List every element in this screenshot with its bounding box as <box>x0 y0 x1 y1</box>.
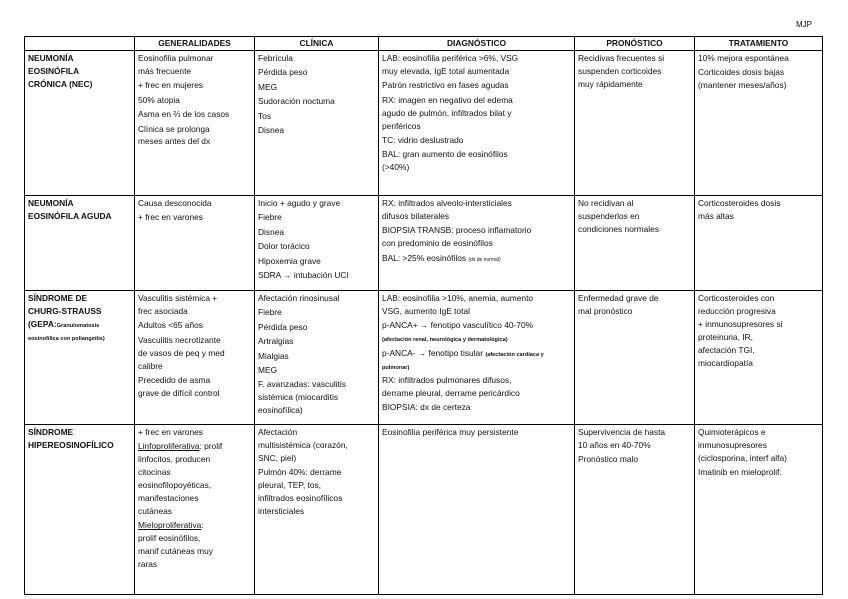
list-item: Disnea <box>258 125 285 136</box>
list-item: Eosinofilia periférica muy persistente <box>382 427 519 437</box>
clinica-cell <box>255 196 379 291</box>
list-item: + frec en varones <box>138 212 203 223</box>
table-row <box>25 291 823 425</box>
entity-cell <box>25 196 135 291</box>
header-pronostico: PRONÓSTICO <box>575 37 695 51</box>
list-item: Artralgias <box>258 336 294 347</box>
panca-negative-text: p-ANCA- → fenotipo tisular <box>382 347 484 358</box>
pronostico-cell <box>575 51 695 196</box>
table-row <box>25 196 823 291</box>
header-row <box>25 37 823 51</box>
clinica-cell <box>255 51 379 196</box>
diagnostico-cell <box>379 51 575 196</box>
list-item: Precedido de asma grave de difícil control <box>138 374 220 398</box>
generalidades-cell <box>135 425 255 595</box>
panca-positive-text: p-ANCA+ → fenotipo vasculítico 40-70% <box>382 320 534 331</box>
entity-name: NEUMONÍA EOSINÓFILA AGUDA <box>28 198 112 221</box>
list-item: Disnea <box>258 226 285 237</box>
entity-cell <box>25 51 135 196</box>
generalidades-cell <box>135 196 255 291</box>
list-item: Imatinib en mieloprolif. <box>698 467 782 478</box>
list-item: RX: infiltrados alveolo-intersticiales difusos bilaterales <box>382 198 512 221</box>
list-item: BIOPSIA TRANSB: proceso inflamatorio con predominio de eosinófilos <box>382 225 532 249</box>
list-item: Pérdida peso <box>258 67 308 78</box>
pronostico-cell <box>575 196 695 291</box>
list-item <box>138 440 251 517</box>
list-item: Afectación multisistémica (corazón, SNC, piel) <box>258 427 348 463</box>
list-item: MEG <box>258 81 278 92</box>
list-item: LAB: eosinofilia >10%, anemia, aumento VSG, aumento IgE total <box>382 293 534 316</box>
panca-negative-note: (afectación cardíaca y pulmonar) <box>382 351 544 371</box>
list-item: TC: vidrio deslustrado <box>382 134 464 145</box>
list-item: LAB: eosinofilia periférica >6%, VSG muy elevada, IgE total aumentada <box>382 53 519 76</box>
list-item: + frec en varones <box>138 427 203 437</box>
pronostico-cell <box>575 425 695 595</box>
diagnostico-cell <box>379 425 575 595</box>
panca-positive-note: (afectación renal, neurológica y dermatológica) <box>382 337 508 344</box>
list-item: F. avanzadas: vasculitis sistémica (miocarditis eosinofílica) <box>258 379 346 416</box>
eosinophilic-pneumonia-table <box>24 36 823 595</box>
header-generalidades: GENERALIDADES <box>135 37 255 51</box>
list-item: Vasculitis sistémica + frec asociada <box>138 293 218 316</box>
tratamiento-cell <box>695 425 823 595</box>
linfo-text: : prolif linfocitos, producen citocinas eosinofilopoyéticas, manifestaciones cutáneas <box>138 441 223 516</box>
tratamiento-cell <box>695 196 823 291</box>
header-tratamiento: TRATAMIENTO <box>695 37 823 51</box>
list-item: MEG <box>258 365 278 376</box>
list-item: Eosinofilia pulmonar más frecuente <box>138 53 214 76</box>
diagnostico-cell <box>379 291 575 425</box>
list-item: + frec en mujeres <box>138 80 203 91</box>
list-item: Corticosteroides con reducción progresiva + inmunosupresores si proteinuria, IR, afectación TGI, miocardiopatía <box>698 293 783 368</box>
list-item: Inicio + agudo y grave <box>258 198 341 208</box>
list-item: 50% atopia <box>138 94 180 105</box>
mielo-text: : prolif eosinófilos, manif cutáneas muy raras <box>138 520 213 570</box>
list-item: Causa desconocida <box>138 198 212 208</box>
tratamiento-cell <box>695 51 823 196</box>
list-item: Clínica se prolonga meses antes del dx <box>138 123 211 147</box>
list-item: Afectación rinosinusal <box>258 293 340 303</box>
list-item: 10% mejora espontánea <box>698 53 789 63</box>
list-item: BIOPSIA: dx de certeza <box>382 402 471 413</box>
list-item: Corticoides dosis bajas (mantener meses/años) <box>698 67 787 91</box>
list-item: Recidivas frecuentes si suspenden corticoides muy rápidamente <box>578 53 665 89</box>
list-item <box>382 252 571 267</box>
list-item: RX: imagen en negativo del edema agudo de pulmón, infiltrados bilat y periféricos <box>382 94 513 131</box>
entity-gepa: (GEPA: <box>28 318 57 329</box>
list-item: Corticosteroides dosis más altas <box>698 198 781 221</box>
list-item: Tos <box>258 110 272 121</box>
entity-name: SÍNDROME DE CHURG-STRAUSS <box>28 293 102 316</box>
list-item: Dolor torácico <box>258 241 310 252</box>
clinica-cell <box>255 425 379 595</box>
author-initials: MJP <box>796 20 812 29</box>
list-item: Fiebre <box>258 307 282 318</box>
generalidades-cell <box>135 291 255 425</box>
clinica-cell <box>255 291 379 425</box>
list-item: Enfermedad grave de mal pronóstico <box>578 293 659 316</box>
entity-name: NEUMONÍA EOSINÓFILA CRÓNICA (NEC) <box>28 53 93 89</box>
list-item: Pérdida peso <box>258 321 308 332</box>
table-row <box>25 51 823 196</box>
list-item: RX: infiltrados pulmonares difusos, derrame pleural, derrame pericárdico <box>382 374 520 398</box>
list-item: SDRA → intubación UCI <box>258 270 349 281</box>
list-item <box>382 319 571 345</box>
pronostico-cell <box>575 291 695 425</box>
tratamiento-cell <box>695 291 823 425</box>
list-item: Asma en ⅔ de los casos <box>138 109 230 120</box>
list-item: Patrón restrictivo en fases agudas <box>382 80 509 91</box>
header-clinica: CLÍNICA <box>255 37 379 51</box>
list-item: Quimioterápicos e inmunosupresores (ciclosporina, interf alfa) <box>698 427 787 463</box>
list-item: Vasculitis necrotizante de vasos de peq y med calibre <box>138 334 225 371</box>
linfo-title: Linfoproliferativa <box>138 441 200 452</box>
bal-note: (dx de normal) <box>468 256 501 263</box>
entity-gepa-note: Granulomatosis eosinofílica con poliangeítis) <box>28 322 105 342</box>
list-item: Adultos <65 años <box>138 320 203 331</box>
entity-name: SÍNDROME HIPEREOSINOFÍLICO <box>28 427 114 450</box>
table-row <box>25 425 823 595</box>
list-item <box>382 347 571 373</box>
list-item: Pulmón 40%: derrame pleural, TEP, tos, infiltrados eosinofílicos intersticiales <box>258 467 343 516</box>
diagnostico-cell <box>379 196 575 291</box>
list-item: Mialgias <box>258 350 289 361</box>
list-item: Febrícula <box>258 53 293 63</box>
generalidades-cell <box>135 51 255 196</box>
list-item: Sudoración noctuma <box>258 96 335 107</box>
list-item: BAL: gran aumento de eosinófilos (>40%) <box>382 149 508 173</box>
bal-text: BAL: >25% eosinófilos <box>382 252 467 263</box>
entity-cell <box>25 425 135 595</box>
list-item: No recidivan al suspenderlos en condiciones normales <box>578 198 660 234</box>
list-item: Pronóstico malo <box>578 454 639 465</box>
list-item: Supervivencia de hasta 10 años en 40-70% <box>578 427 666 450</box>
list-item <box>138 519 251 571</box>
header-diagnostico: DIAGNÓSTICO <box>379 37 575 51</box>
entity-cell <box>25 291 135 425</box>
mielo-title: Mieloproliferativa <box>138 520 202 531</box>
list-item: Fiebre <box>258 212 282 223</box>
list-item: Hipoxemia grave <box>258 255 321 266</box>
header-entity <box>25 37 135 51</box>
